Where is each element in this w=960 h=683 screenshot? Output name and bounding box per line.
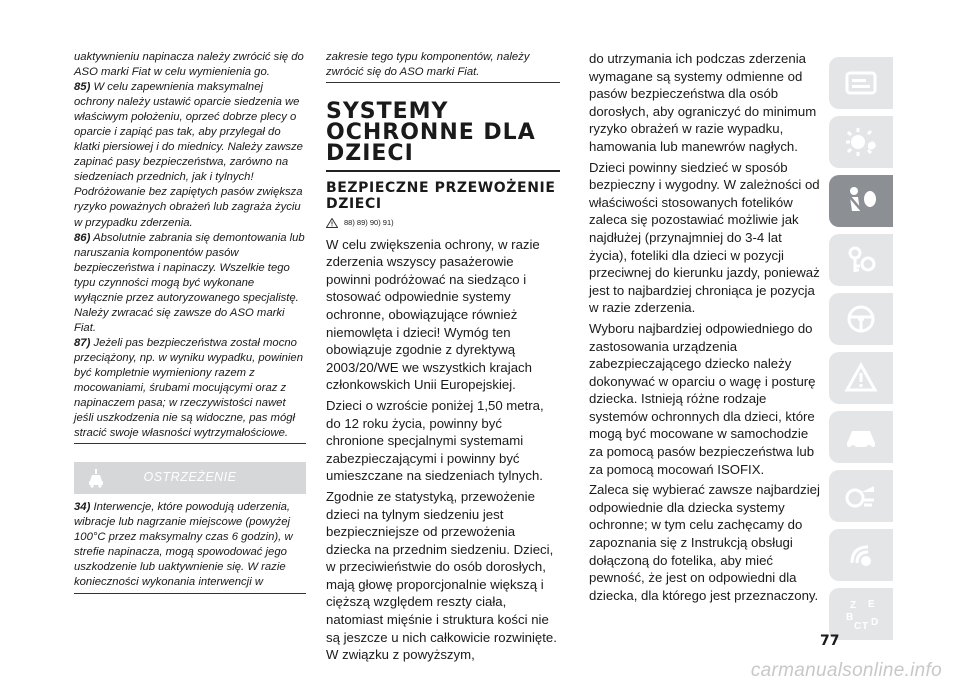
warning-item	[74, 231, 306, 336]
index-letter: E	[868, 599, 875, 610]
warning-triangle-icon	[842, 360, 880, 396]
caution-header	[74, 462, 306, 494]
warning-intro: uaktywnieniu napinacza należy zwrócić się do ASO marki Fiat w celu wymienienia go.	[74, 51, 304, 79]
steering-wheel-icon	[842, 301, 880, 337]
multimedia-icon	[842, 537, 880, 573]
index-letter: C	[854, 621, 862, 632]
paragraph: Wyboru najbardziej odpowiedniego do zastosowania urządzenia zabezpieczającego dziecko należy dokonywać w oparciu o wagę i posturę dziecka. Istnieją różne rodzaje systemów ochronnych dla dzieci, które mogą być mocowane w samochodzie za pomocą pasów bezpieczeństwa lub za pomocą mocowań ISOFIX.	[589, 320, 816, 477]
warning-number: 85)	[74, 81, 91, 94]
page-number: 77	[820, 633, 840, 649]
paragraph: Zgodnie ze statystyką, przewożenie dzieci na tylnym siedzeniu jest bezpieczniejsze od przewożenia dziecka na przednim siedzeniu. Dzieci, w przeciwieństwie do osób dorosłych, mają głowę proporcjonalnie większą i cięższą względem reszty ciała, natomiast mięśnie i struktura kości nie są jeszcze u nich całkowicie rozwinięte. W związku z powyższym,	[326, 488, 557, 663]
left-column	[74, 50, 306, 594]
tab-lights[interactable]	[829, 116, 893, 168]
continued-caution-note: zakresie tego typu komponentów, należy zwrócić się do ASO marki Fiat.	[326, 50, 560, 83]
index-letters-icon	[842, 596, 880, 632]
warning-number: 86)	[74, 231, 91, 244]
tab-specs[interactable]	[829, 470, 893, 522]
index-letter: T	[862, 621, 869, 632]
warning-text: Absolutnie zabrania się demontowania lub naruszania komponentów pasów bezpieczeństwa i napinaczy. Wszelkie tego typu czynności mogą być wykonane wyłącznie przez autoryzowanego specjalistę. Należy zwracać się zawsze do ASO marki Fiat.	[74, 231, 305, 334]
paragraph: Dzieci o wzroście poniżej 1,50 metra, do 12 roku życia, powinny być chronione specjalnymi systemami zabezpieczającymi i powinny być umieszczane na siedzeniach tylnych.	[326, 397, 544, 484]
reference-numbers: 88) 89) 90) 91)	[344, 218, 394, 227]
warning-number: 87)	[74, 336, 91, 349]
paragraph: Dzieci powinny siedzieć w sposób bezpieczny i wygodny. W zależności od właściwości stosowanych fotelików zaleca się pozostawiać możliwie jak najdłużej (przynajmniej do 3-4 lat życia), foteliki dla dzieci w pozycji przeciwnej do kierunku jazdy, ponieważ jest to najbardziej chroniąca je pozycja w razie zderzenia.	[589, 159, 820, 316]
tab-maintenance[interactable]	[829, 411, 893, 463]
section-title: SYSTEMY OCHRONNE DLA DZIECI	[326, 101, 560, 172]
warning-references	[326, 214, 560, 232]
caution-number: 34)	[74, 501, 91, 514]
key-start-icon	[842, 242, 880, 278]
tab-emergency[interactable]	[829, 352, 893, 404]
warning-text: Jeżeli pas bezpieczeństwa został mocno przeciążony, np. w wyniku wypadku, powinien być kompletnie wymieniony razem z mocowaniami, śrubami mocującymi oraz z napinaczem pasa; w rzeczywistości nawet jeśli uszkodzenia nie są widoczne, pas mógł stracić swoje własności wytrzymałościowe.	[74, 336, 303, 440]
subsection-title: BEZPIECZNE PRZEWOŻENIE DZIECI	[326, 180, 556, 212]
tab-steering[interactable]	[829, 293, 893, 345]
tab-car-info[interactable]	[829, 57, 893, 109]
warnings-box	[74, 50, 306, 444]
paragraph: Zaleca się wybierać zawsze najbardziej odpowiednie dla dziecka systemy ochronne; w tym celu zachęcamy do zapoznania się z Instrukcją obsługi dołączoną do fotelika, aby mieć pewność, że jest on odpowiedni dla dziecka, dla którego jest przeznaczony.	[589, 482, 820, 603]
car-maintenance-icon	[842, 419, 880, 455]
watermark: carmanualsonline.info	[750, 660, 942, 681]
caution-box	[74, 500, 306, 593]
tab-multimedia[interactable]	[829, 529, 893, 581]
index-letter: B	[846, 612, 854, 623]
tab-starting[interactable]	[829, 234, 893, 286]
warning-item	[74, 336, 306, 441]
index-letter: D	[871, 617, 879, 628]
middle-column	[326, 50, 560, 667]
lights-icon	[842, 124, 880, 160]
warning-text: W celu zapewnienia maksymalnej ochrony należy ustawić oparcie siedzenia we właściwym położeniu, oprzeć dobrze plecy o oparcie i zapiąć pas tak, aby przylegał do klatki piersiowej i do miednicy. Należy zawsze zapinać pasy bezpieczeństwa, zarówno na siedzeniach przednich, jak i tylnych! Podróżowanie bez zapiętych pasów zwiększa ryzyko poważnych obrażeń lub zagraża życiu w przypadku zderzenia.	[74, 81, 303, 229]
middle-body	[326, 236, 560, 664]
seatbelt-airbag-icon	[842, 183, 880, 219]
car-specs-icon	[842, 478, 880, 514]
warning-triangle-icon	[326, 218, 338, 228]
paragraph: do utrzymania ich podczas zderzenia wymagane są systemy odmienne od pasów bezpieczeństwa dla osób dorosłych, aby ograniczyć do minimum ryzyko obrażeń w razie wypadku, hamowania lub manewrów nagłych.	[589, 51, 817, 154]
tab-safety[interactable]	[829, 175, 893, 227]
caution-label: OSTRZEŻENIE	[143, 470, 237, 485]
caution-text: Interwencje, które powodują uderzenia, wibracje lub nagrzanie miejscowe (powyżej 100°C przez maksymalny czas 6 godzin), w strefie napinacza, mogą spowodować jego uszkodzenie lub uaktywnienie się. W razie konieczności wykonania interwencji w	[74, 501, 293, 589]
index-letter: Z	[850, 600, 857, 611]
right-column	[589, 50, 821, 607]
chapter-tabs	[829, 57, 893, 647]
caution-item	[74, 500, 306, 590]
paragraph: W celu zwiększenia ochrony, w razie zderzenia wszyscy pasażerowie powinni podróżować na siedząco i stosować odpowiednie systemy ochronne, obowiązujące również niemowlęta i dzieci! Wymóg ten obowiązuje zgodnie z dyrektywą 2003/20/WE we wszystkich krajach członkowskich Unii Europejskiej.	[326, 236, 540, 393]
car-info-icon	[842, 65, 880, 101]
warning-item	[74, 80, 306, 230]
